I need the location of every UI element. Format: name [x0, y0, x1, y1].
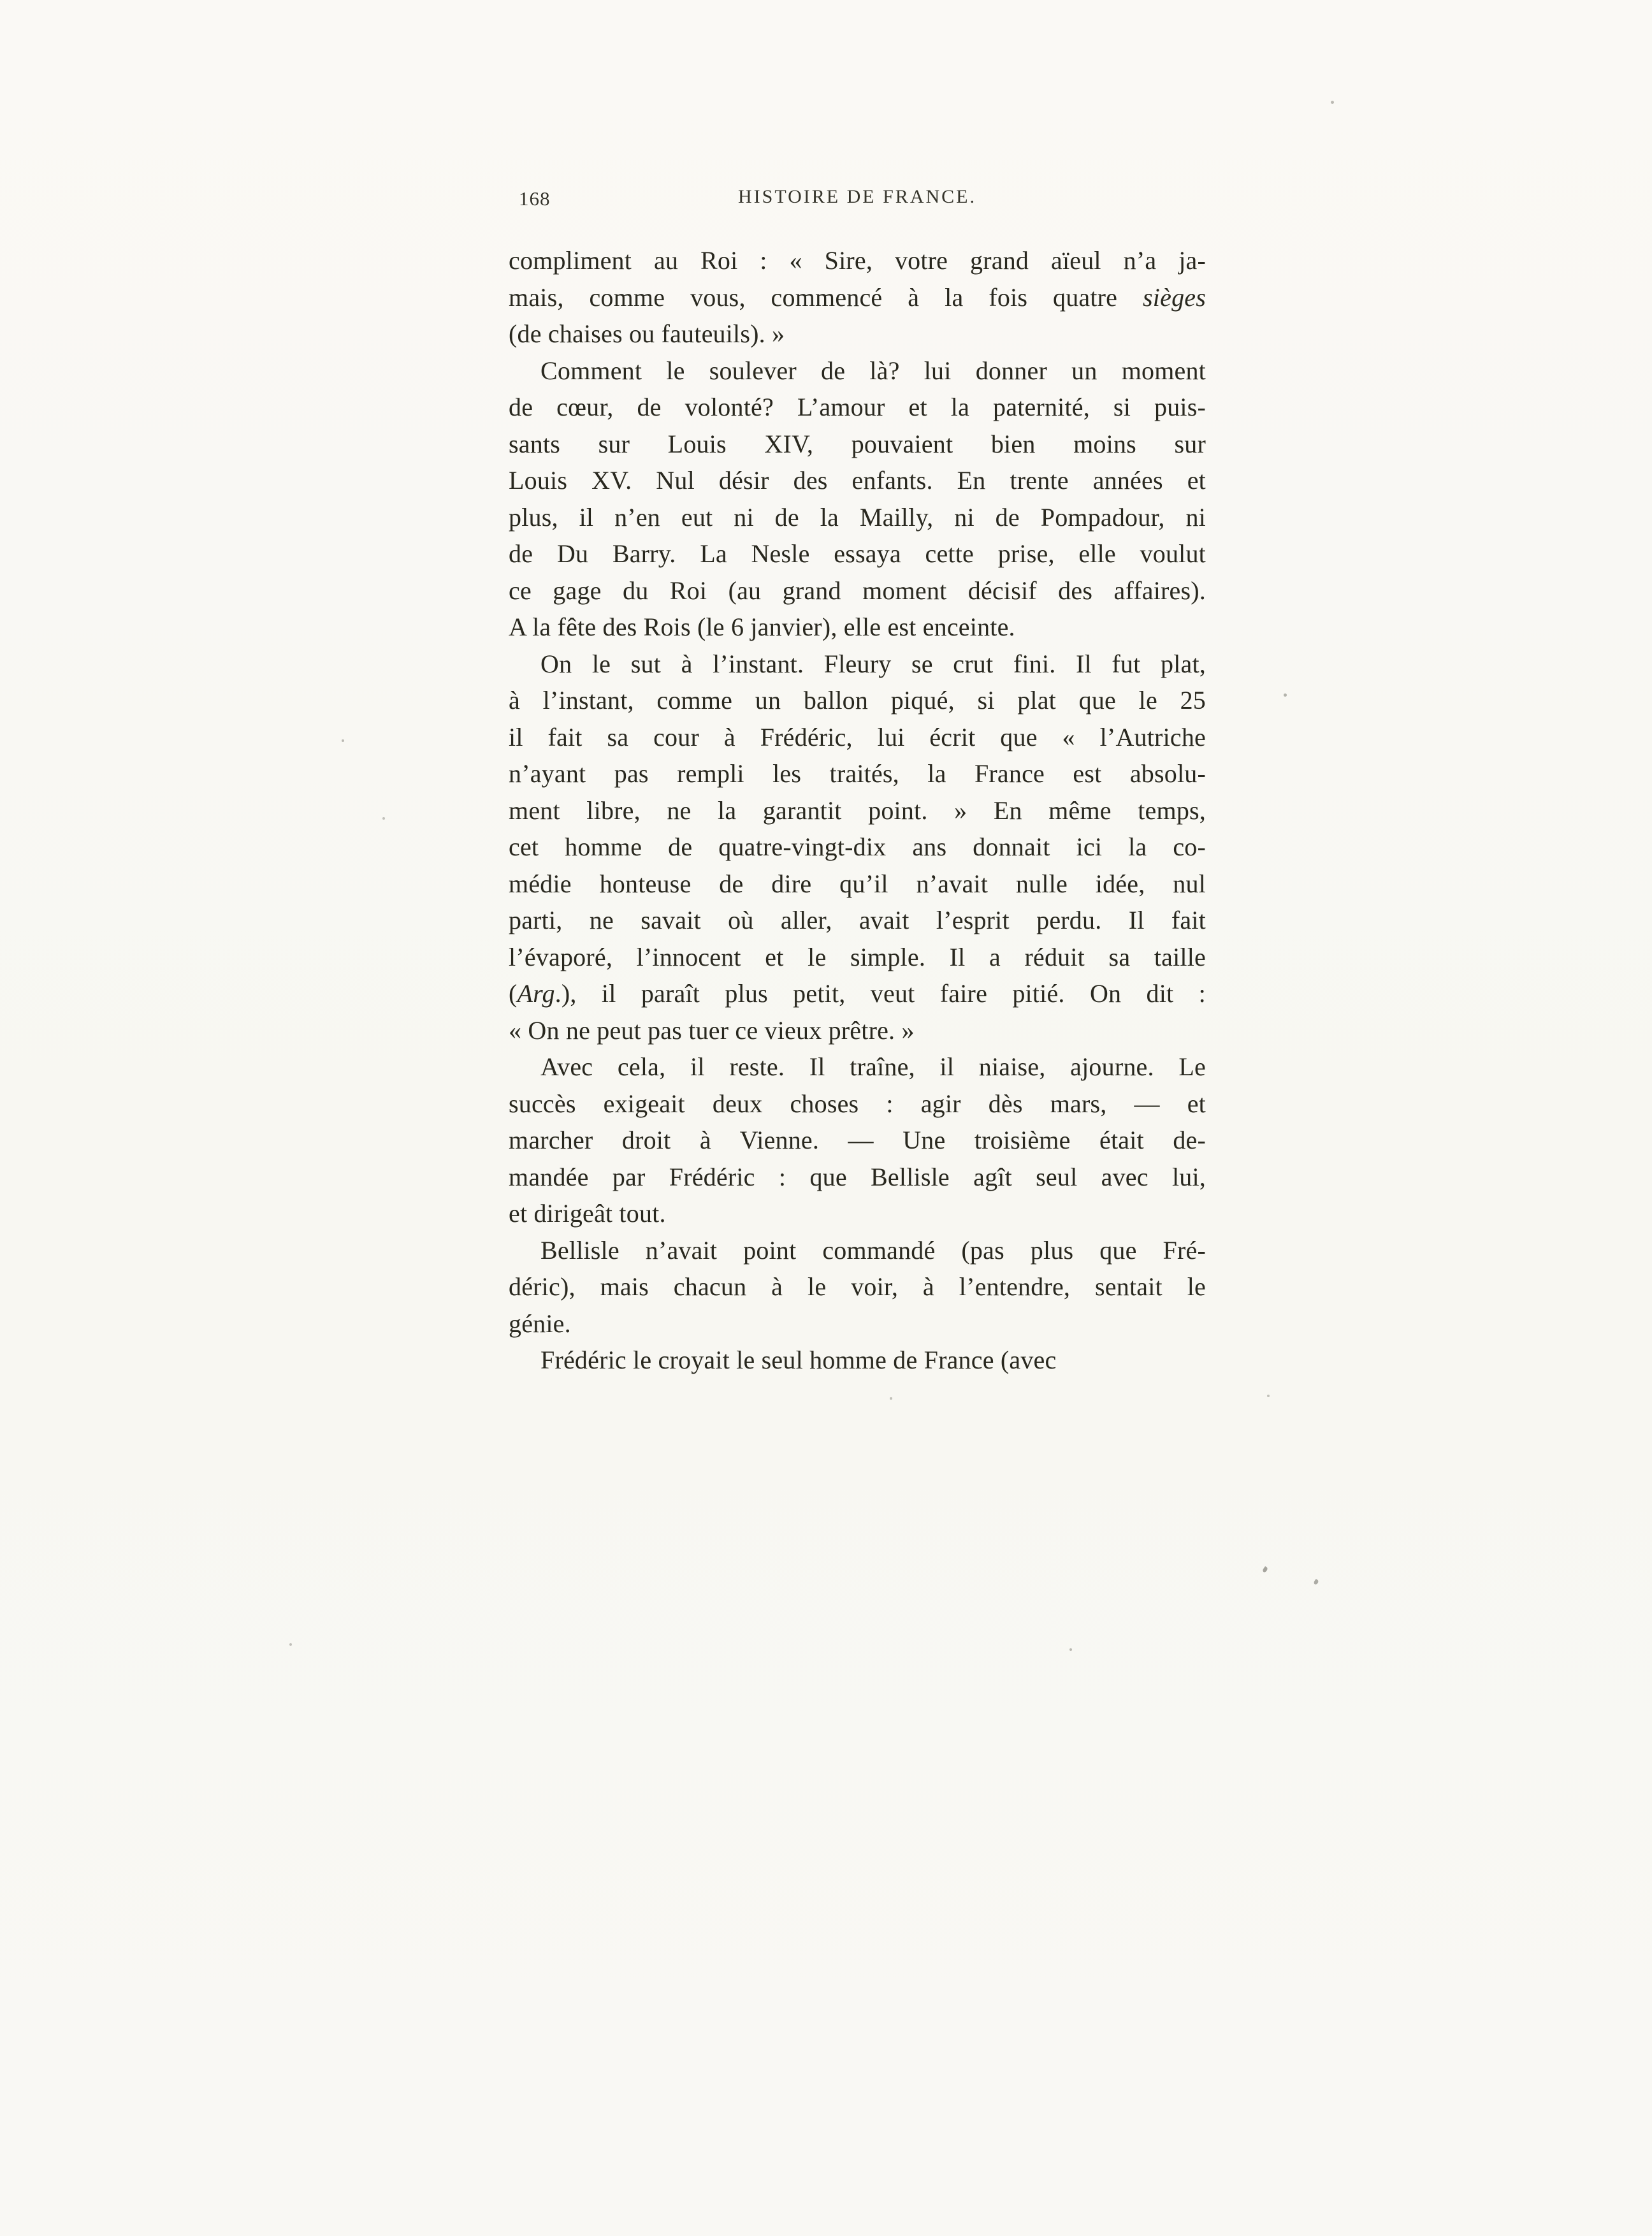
text-line: n’ayant pas rempli les traités, la France est absolu- [509, 759, 1206, 788]
page-header [509, 186, 1206, 213]
scan-speck [1313, 1579, 1319, 1585]
text-line: parti, ne savait où aller, avait l’esprit perdu. Il fait [509, 906, 1206, 934]
scan-speck [289, 1643, 292, 1646]
scan-speck [1267, 1395, 1270, 1397]
text-line: et dirigeât tout. [509, 1199, 666, 1228]
text-line: cet homme de quatre-vingt-dix ans donnait ici la co- [509, 832, 1206, 861]
text-line: génie. [509, 1309, 571, 1338]
scan-speck [1069, 1648, 1072, 1651]
text-line: ce gage du Roi (au grand moment décisif des affaires). [509, 576, 1206, 605]
scan-speck [342, 739, 344, 742]
paragraph [509, 242, 1206, 352]
page-text [509, 242, 1206, 1379]
text-line: compliment au Roi : « Sire, votre grand aïeul n’a ja- [509, 246, 1206, 275]
text-line: Bellisle n’avait point commandé (pas plus que Fré- [540, 1235, 1206, 1265]
text-line: déric), mais chacun à le voir, à l’entendre, sentait le [509, 1272, 1206, 1301]
scan-speck [890, 1397, 892, 1400]
paragraph [509, 1049, 1206, 1232]
running-title: HISTOIRE DE FRANCE. [738, 186, 976, 207]
text-line: l’évaporé, l’innocent et le simple. Il a réduit sa taille [509, 942, 1206, 971]
text-line: à l’instant, comme un ballon piqué, si plat que le 25 [509, 686, 1206, 715]
text-line: A la fête des Rois (le 6 janvier), elle est enceinte. [509, 613, 1015, 641]
text-line: marcher droit à Vienne. — Une troisième était de- [509, 1126, 1206, 1154]
text-line: médie honteuse de dire qu’il n’avait nulle idée, nul [509, 869, 1206, 898]
text-line: mandée par Frédéric : que Bellisle agît seul avec lui, [509, 1162, 1206, 1191]
text-line: succès exigeait deux choses : agir dès mars, — et [509, 1089, 1206, 1118]
text-line: plus, il n’en eut ni de la Mailly, ni de Pompadour, ni [509, 502, 1206, 532]
page-number: 168 [519, 187, 551, 210]
paragraph [509, 1342, 1206, 1379]
text-line: (de chaises ou fauteuils). » [509, 319, 785, 348]
text-block [509, 186, 1206, 1379]
paragraph [509, 352, 1206, 646]
text-line: Frédéric le croyait le seul homme de France (avec [540, 1346, 1057, 1374]
text-line: (Arg.), il paraît plus petit, veut faire pitié. On dit : [509, 979, 1206, 1008]
paragraph [509, 1232, 1206, 1342]
text-line: On le sut à l’instant. Fleury se crut fini. Il fut plat, [540, 649, 1206, 678]
paragraph [509, 646, 1206, 1049]
text-line: il fait sa cour à Frédéric, lui écrit que « l’Autriche [509, 722, 1206, 751]
text-line: mais, comme vous, commencé à la fois quatre sièges [509, 282, 1206, 312]
text-line: ment libre, ne la garantit point. » En même temps, [509, 795, 1206, 825]
scan-speck [1331, 101, 1334, 104]
scan-speck [1262, 1566, 1268, 1573]
text-line: de Du Barry. La Nesle essaya cette prise, elle voulut [509, 539, 1206, 568]
text-line: Louis XV. Nul désir des enfants. En trente années et [509, 466, 1206, 495]
text-line: Comment le soulever de là? lui donner un moment [540, 356, 1206, 385]
text-line: sants sur Louis XIV, pouvaient bien moins sur [509, 429, 1206, 458]
text-line: de cœur, de volonté? L’amour et la paternité, si puis- [509, 393, 1206, 421]
text-line: Avec cela, il reste. Il traîne, il niaise, ajourne. Le [540, 1052, 1206, 1081]
scan-speck [382, 817, 385, 820]
text-line: « On ne peut pas tuer ce vieux prêtre. » [509, 1015, 915, 1045]
scan-speck [1284, 693, 1287, 697]
